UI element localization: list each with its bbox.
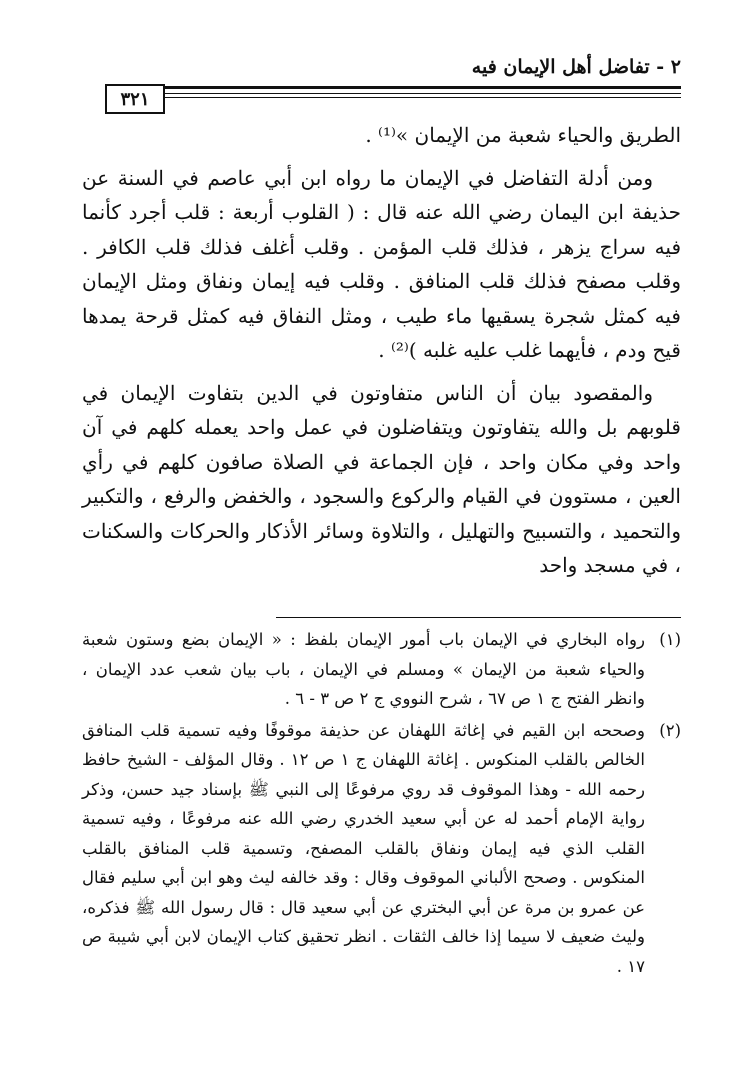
header-rule-thin <box>165 93 681 94</box>
footnotes <box>82 625 681 981</box>
footnote <box>82 625 681 714</box>
paragraph: ومن أدلة التفاضل في الإيمان ما رواه ابن أبي عاصم في السنة عن حذيفة ابن اليمان رضي الله عنه قال : ( القلوب أربعة : قلب أجرد كأنما فيه سراج يزهر ، فذلك قلب المؤمن . وقلب أغلف فذلك قلب الكافر . وقلب مصفح فذلك قلب المنافق . وقلب فيه إيمان ونفاق ومثل الإيمان فيه كمثل شجرة يسقيها ماء طيب ، ومثل النفاق فيه كمثل قرحة يمدها قيح ودم ، فأيهما غلب عليه غلبه )⁽²⁾ . <box>82 165 681 362</box>
header-rule-thick <box>165 86 681 89</box>
footnote-number: (١) <box>659 630 681 649</box>
footnote-number: (٢) <box>659 720 681 740</box>
header-rule-thin <box>165 97 681 98</box>
paragraph: والمقصود بيان أن الناس متفاوتون في الدين بتفاوت الإيمان في قلوبهم بل والله يتفاوتون ويتفاضلون في عمل واحد يعمله كلهم في آن واحد وفي مكان واحد ، فإن الجماعة في الصلاة صافون كلهم في رأي العين ، مستوون في القيام والركوع والسجود ، والخفض والرفع ، والتكبير والتحميد ، والتسبيح والتهليل ، والتلاوة وسائر الأذكار والحركات والسكنات ، في مسجد واحد <box>82 380 681 577</box>
footnote <box>82 716 681 982</box>
footnote-separator <box>276 617 681 618</box>
main-text <box>82 118 681 583</box>
paragraph: الطريق والحياء شعبة من الإيمان »⁽¹⁾ . <box>365 123 681 147</box>
footnote-text: وصححه ابن القيم في إغاثة اللهفان عن حذيفة موقوفًا وفيه تسمية قلب المنافق الخالص بالقلب المنكوس . إغاثة اللهفان ج ١ ص ١٢ . وقال المؤلف - الشيخ حافظ رحمه الله - وهذا الموقوف قد روي مرفوعًا إلى النبي ﷺ بإسناد جيد حسن، وذكر رواية الإمام أحمد له عن أبي سعيد الخدري رضي الله عنه مرفوعًا ، وفيه تسمية القلب الذي فيه إيمان ونفاق بالقلب المصفح، وتسمية قلب المنافق بالقلب المنكوس . وصحح الألباني الموقوف وقال : وقد خالفه ليث وهو ابن أبي سليم فقال عن عمرو بن مرة عن أبي البختري عن أبي سعيد قال : قال رسول الله ﷺ فذكره، وليث ضعيف لا سيما إذا خالف الثقات . انظر تحقيق كتاب الإيمان لابن أبي شيبة ص ١٧ . <box>82 720 645 976</box>
page-number-box: ٣٢١ <box>105 84 165 114</box>
running-header-title: ٢ - تفاضل أهل الإيمان فيه <box>471 56 681 78</box>
footnote-text: رواه البخاري في الإيمان باب أمور الإيمان بلفظ : « الإيمان بضع وستون شعبة والحياء شعبة من الإيمان » ومسلم في الإيمان ، باب بيان شعب عدد الإيمان ، وانظر الفتح ج ١ ص ٦٧ ، شرح النووي ج ٢ ص ٣ - ٦ . <box>82 630 645 708</box>
